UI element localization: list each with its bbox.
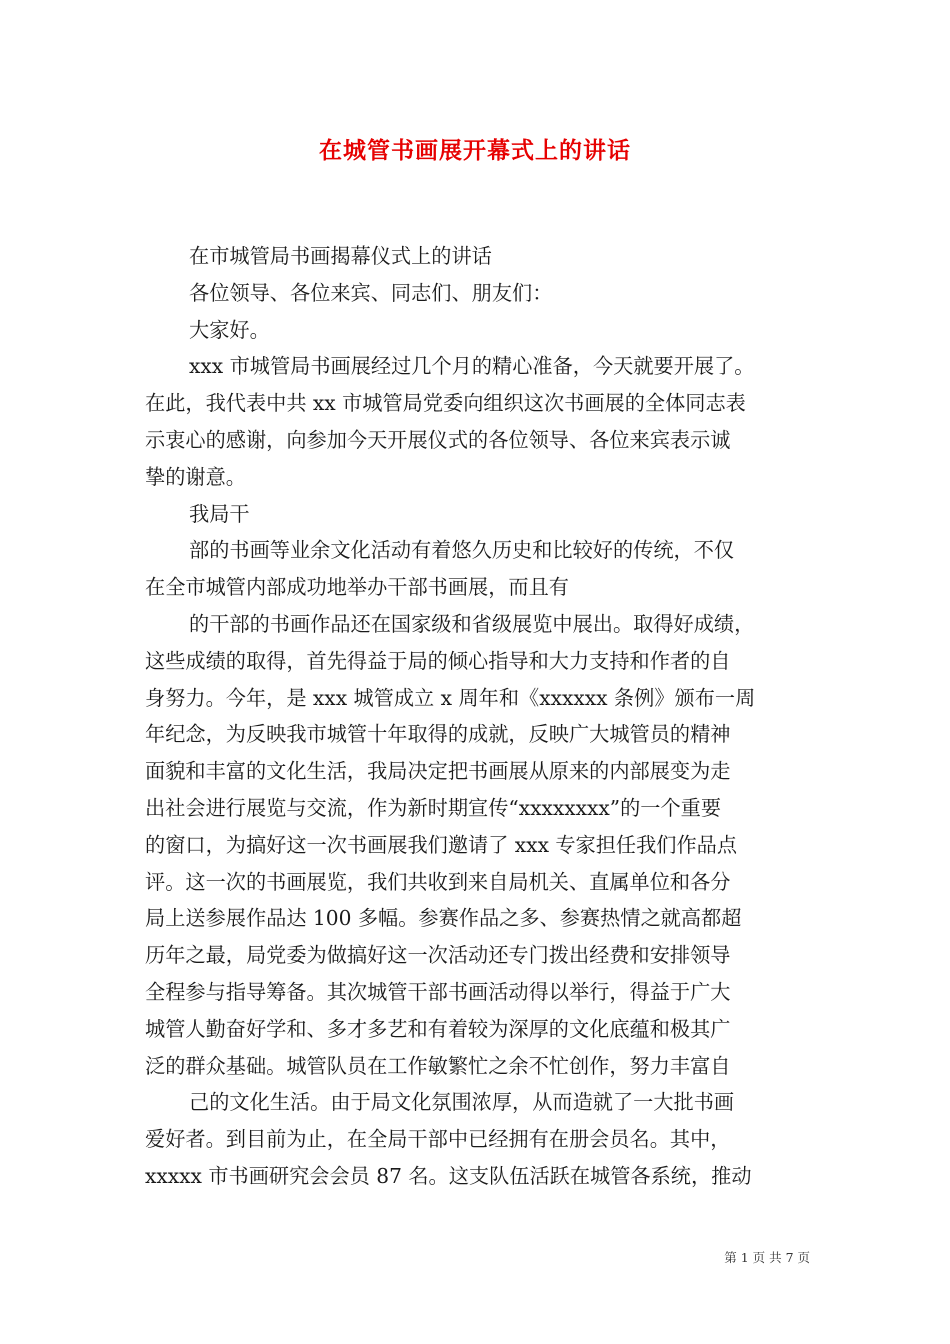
text-line: 各位领导、各位来宾、同志们、朋友们： <box>189 280 553 305</box>
text-line: 挚的谢意。 <box>145 464 246 489</box>
text-line: 这些成绩的取得，首先得益于局的倾心指导和大力支持和作者的自 <box>145 648 731 673</box>
text-line: 出社会进行展览与交流，作为新时期宣传“xxxxxxxx”的一个重要 <box>145 795 722 820</box>
text-line: 评。这一次的书画展览，我们共收到来自局机关、直属单位和各分 <box>145 869 731 894</box>
text-line: 局上送参展作品达 100 多幅。参赛作品之多、参赛热情之就高都超 <box>145 906 742 931</box>
document-title: 在城管书画展开幕式上的讲话 <box>319 138 631 164</box>
text-line: 爱好者。到目前为止，在全局干部中已经拥有在册会员名。其中， <box>145 1127 731 1152</box>
text-line: xxx 市城管局书画展经过几个月的精心准备，今天就要开展了。 <box>189 354 755 379</box>
text-line: 的干部的书画作品还在国家级和省级展览中展出。取得好成绩， <box>189 611 755 636</box>
text-line: 的窗口，为搞好这一次书画展我们邀请了 xxx 专家担任我们作品点 <box>145 832 738 857</box>
text-line: 历年之最，局党委为做搞好这一次活动还专门拨出经费和安排领导 <box>145 943 731 968</box>
text-line: 年纪念，为反映我市城管十年取得的成就，反映广大城管员的精神 <box>145 722 731 747</box>
text-line: 我局干 <box>189 501 250 526</box>
text-line: 部的书画等业余文化活动有着悠久历史和比较好的传统，不仅 <box>189 538 735 563</box>
text-line: xxxxx 市书画研究会会员 87 名。这支队伍活跃在城管各系统，推动 <box>145 1163 752 1188</box>
text-line: 在市城管局书画揭幕仪式上的讲话 <box>189 244 492 268</box>
text-line: 身努力。今年，是 xxx 城管成立 x 周年和《xxxxxx 条例》颁布一周 <box>145 685 756 710</box>
text-line: 面貌和丰富的文化生活，我局决定把书画展从原来的内部展变为走 <box>145 759 731 784</box>
page-number-footer: 第 1 页 共 7 页 <box>724 1250 810 1265</box>
text-line: 在此，我代表中共 xx 市城管局党委向组织这次书画展的全体同志表 <box>145 391 746 416</box>
document-body <box>145 238 817 1195</box>
text-line: 泛的群众基础。城管队员在工作敏繁忙之余不忙创作，努力丰富自 <box>145 1053 731 1078</box>
text-line: 示衷心的感谢，向参加今天开展仪式的各位领导、各位来宾表示诚 <box>145 427 731 452</box>
text-line: 在全市城管内部成功地举办干部书画展，而且有 <box>145 575 569 600</box>
text-line: 大家好。 <box>189 317 270 342</box>
text-line: 己的文化生活。由于局文化氛围浓厚，从而造就了一大批书画 <box>189 1090 735 1115</box>
text-line: 城管人勤奋好学和、多才多艺和有着较为深厚的文化底蕴和极其广 <box>145 1016 731 1041</box>
text-line: 全程参与指导筹备。其次城管干部书画活动得以举行，得益于广大 <box>145 979 731 1004</box>
